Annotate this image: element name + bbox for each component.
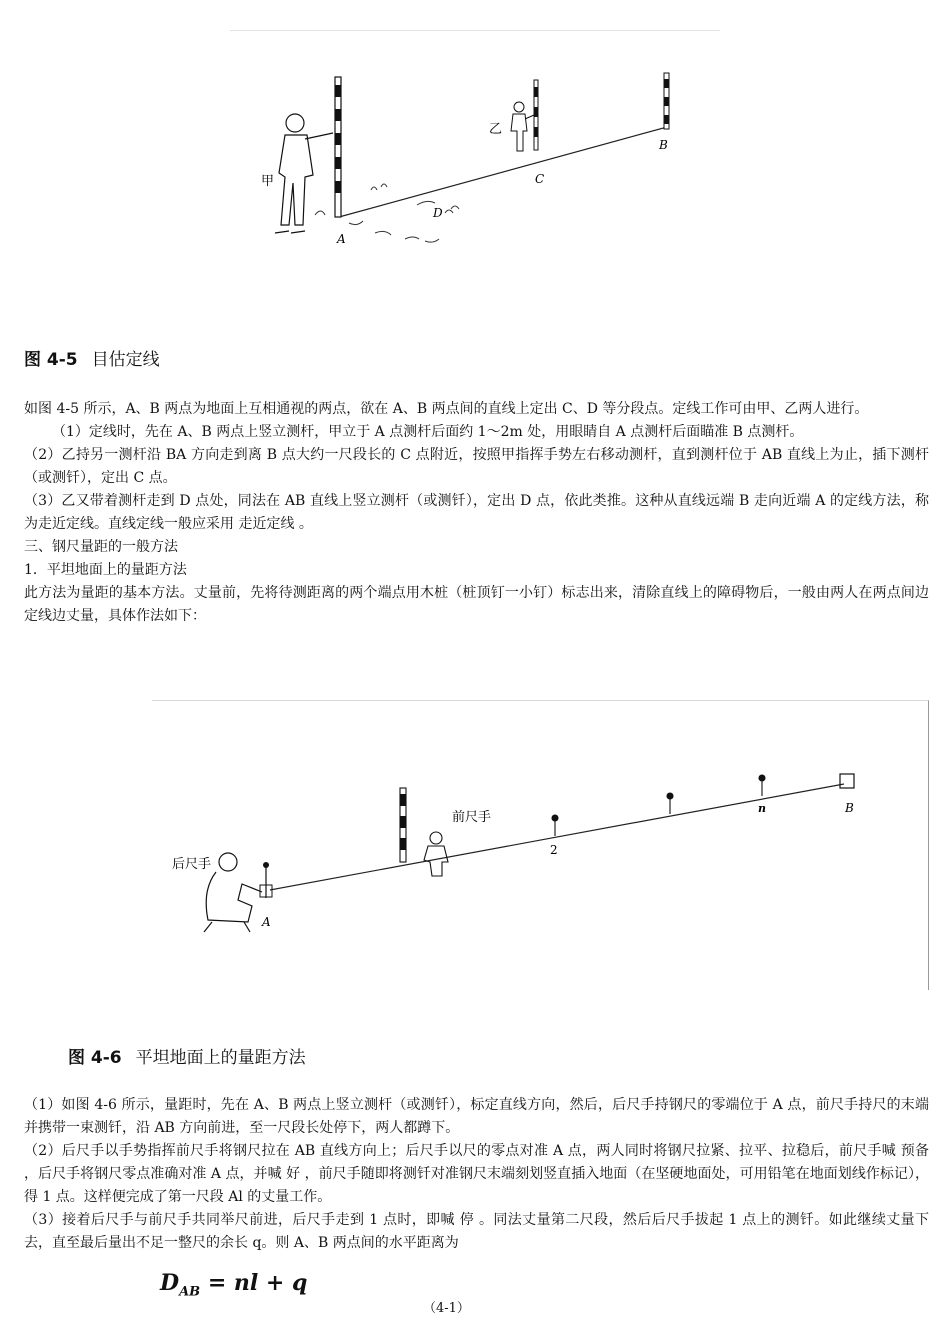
- caption-title: 平坦地面上的量距方法: [135, 1048, 306, 1068]
- label-point-c: C: [535, 172, 545, 186]
- point-b-marker: [840, 774, 854, 788]
- subsection-heading: 1．平坦地面上的量距方法: [24, 562, 187, 578]
- label-point-n: n: [758, 802, 766, 815]
- equation-number: （4-1）: [423, 1301, 470, 1316]
- caption-title: 目估定线: [91, 350, 160, 370]
- label-yi: 乙: [489, 122, 503, 137]
- person-rear-chainman: [204, 853, 262, 932]
- caption-number: 图 4-5: [24, 350, 78, 370]
- person-jia: [275, 114, 333, 233]
- section-visual-alignment: [24, 398, 929, 628]
- paragraph: （3）乙又带着测杆走到 D 点处，同法在 AB 直线上竖立测杆（或测钎），定出 D 点，依此类推。这种从直线远端 B 走向近端 A 的定线方法，称为走近定线。直线定线一般应采用 走近定线 。: [24, 493, 929, 532]
- label-point-a: A: [337, 232, 346, 246]
- section-heading: 三、钢尺量距的一般方法: [24, 539, 178, 555]
- paragraph: 此方法为量距的基本方法。丈量前，先将待测距离的两个端点用木桩（桩顶钉一小钉）标志出来，清除直线上的障碍物后，一般由两人在两点间边定线边丈量，具体作法如下：: [24, 585, 929, 624]
- label-point-b: B: [845, 801, 854, 815]
- label-point-a: A: [262, 915, 271, 929]
- tape-line: [270, 784, 844, 890]
- person-front-chainman: [424, 832, 448, 876]
- paragraph: （1）定线时，先在 A、B 两点上竖立测杆，甲立于 A 点测杆后面约 1～2m 处，用眼睛自 A 点测杆后面瞄准 B 点测杆。: [52, 424, 804, 440]
- top-divider: [230, 30, 720, 31]
- figure-4-5-illustration: [255, 65, 705, 265]
- paragraph: （2）乙持另一测杆沿 BA 方向走到离 B 点大约一尺段长的 C 点附近，按照甲指挥手势左右移动测杆，直到测杆位于 AB 直线上为止，插下测杆（或测钎），定出 C 点。: [24, 447, 929, 486]
- paragraph: （1）如图 4-6 所示，量距时，先在 A、B 两点上竖立测杆（或测钎），标定直线方向，然后，后尺手持钢尺的零端位于 A 点，前尺手持尺的末端并携带一束测钎，沿 AB 方向前进，至一尺段长处停下，两人都蹲下。: [24, 1097, 929, 1136]
- paragraph: （3）接着后尺手与前尺手共同举尺前进，后尺手走到 1 点时，即喊 停 。同法丈量第二尺段，然后后尺手拔起 1 点上的测钎。如此继续丈量下去，直至最后量出不足一整尺的余长 q。则 A、B 两点间的水平距离为: [24, 1212, 929, 1251]
- paragraph: 如图 4-5 所示，A、B 两点为地面上互相通视的两点，欲在 A、B 两点间的直线上定出 C、D 等分段点。定线工作可由甲、乙两人进行。: [24, 401, 869, 417]
- label-point-2: 2: [550, 843, 558, 857]
- section-flat-ground-taping: [24, 1094, 929, 1255]
- person-yi: [511, 102, 534, 151]
- formula-subscript: AB: [179, 1284, 201, 1300]
- label-jia: 甲: [261, 174, 275, 189]
- label-rear-chainman: 后尺手: [172, 857, 212, 872]
- figure-4-6-illustration: [152, 700, 950, 990]
- paragraph: （2）后尺手以手势指挥前尺手将钢尺拉在 AB 直线方向上；后尺手以尺的零点对准 A 点，两人同时将钢尺拉紧、拉平、拉稳后，前尺手喊 预备 ，后尺手将钢尺零点准确对准 A 点，并喊 好 ，前尺手随即将测钎对准钢尺末端刻划竖直插入地面（在坚硬地面处，可用铅笔在地面划线作标记），得 1 点。这样便完成了第一尺段 Al 的丈量工作。: [24, 1143, 929, 1205]
- caption-figure-4-5: [24, 345, 160, 370]
- line-ab: [339, 127, 667, 217]
- caption-figure-4-6: [68, 1043, 306, 1068]
- label-point-b: B: [659, 138, 668, 152]
- formula-lhs: D: [160, 1270, 180, 1296]
- pole-a: [335, 77, 341, 217]
- label-front-chainman: 前尺手: [452, 810, 492, 825]
- formula-rhs: = nl + q: [200, 1270, 308, 1296]
- marking-pins: [552, 775, 765, 836]
- caption-number: 图 4-6: [68, 1048, 122, 1068]
- formula-dab: [160, 1270, 307, 1299]
- label-point-d: D: [433, 206, 443, 220]
